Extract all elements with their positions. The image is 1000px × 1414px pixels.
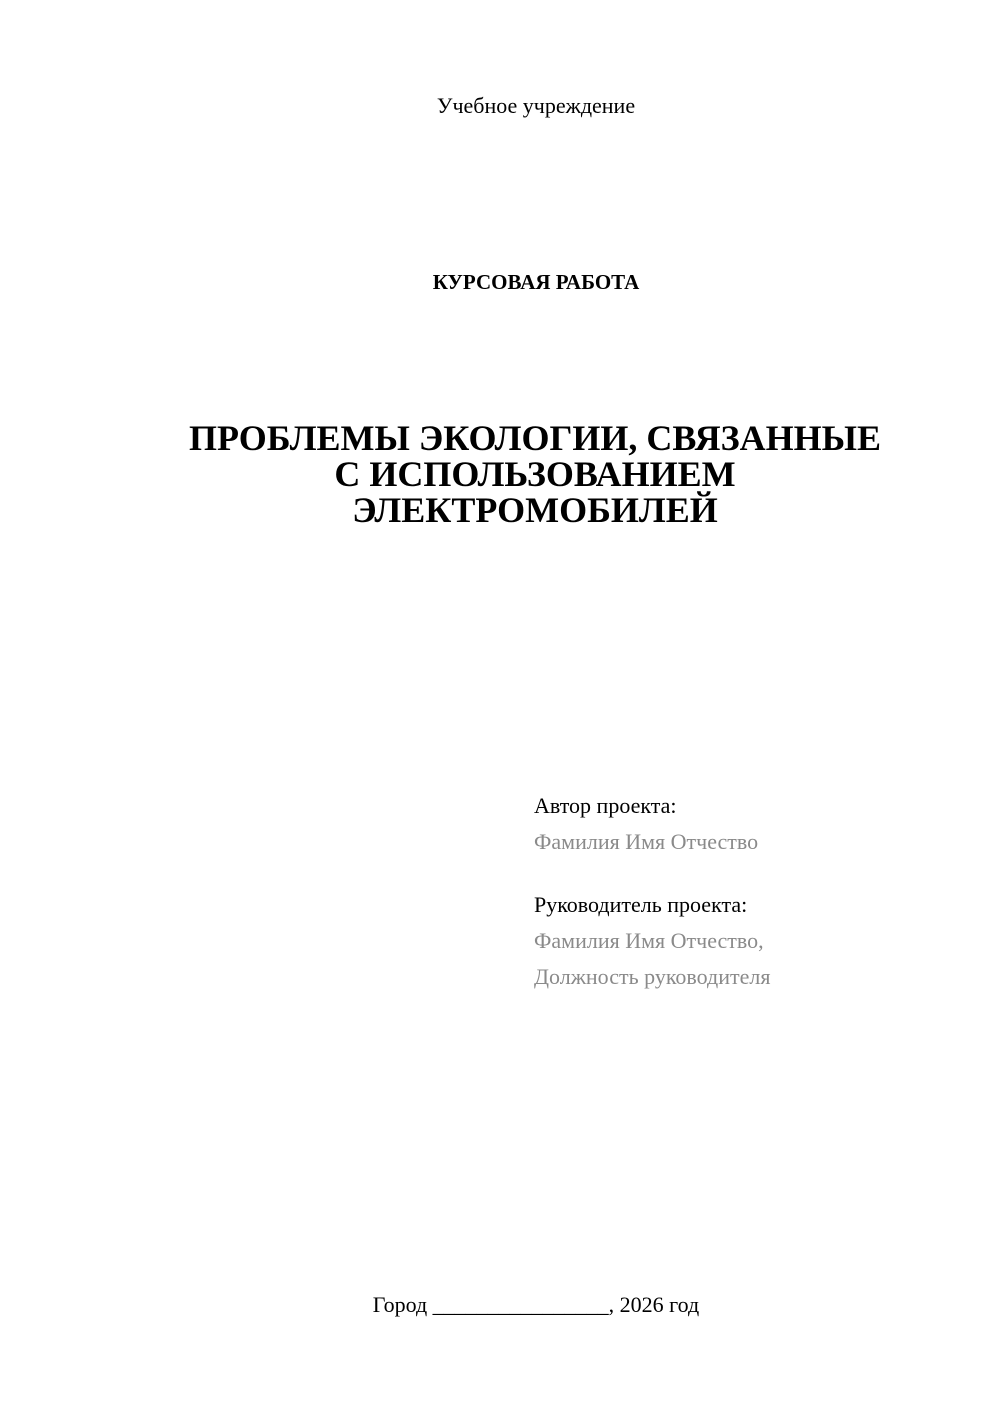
title-line-1: ПРОБЛЕМЫ ЭКОЛОГИИ, СВЯЗАННЫЕ: [189, 418, 881, 458]
supervisor-label: Руководитель проекта:: [534, 892, 748, 917]
title-line-2: С ИСПОЛЬЗОВАНИЕМ: [334, 454, 736, 494]
city-blank: ________________: [432, 1292, 609, 1317]
title-line-3: ЭЛЕКТРОМОБИЛЕЙ: [352, 490, 718, 530]
city-label: Город: [372, 1292, 428, 1317]
work-type-heading: КУРСОВАЯ РАБОТА: [432, 270, 640, 294]
supervisor-position: Должность руководителя: [534, 964, 771, 989]
credits-block: [534, 788, 974, 995]
institution-name: Учебное учреждение: [436, 93, 636, 118]
document-title: [100, 420, 970, 528]
year-text: , 2026 год: [608, 1292, 700, 1317]
city-year-footer: [0, 1290, 1000, 1320]
author-label: Автор проекта:: [534, 793, 677, 818]
supervisor-name: Фамилия Имя Отчество,: [534, 928, 764, 953]
author-name: Фамилия Имя Отчество: [534, 829, 759, 854]
credits-spacer: [534, 860, 974, 887]
